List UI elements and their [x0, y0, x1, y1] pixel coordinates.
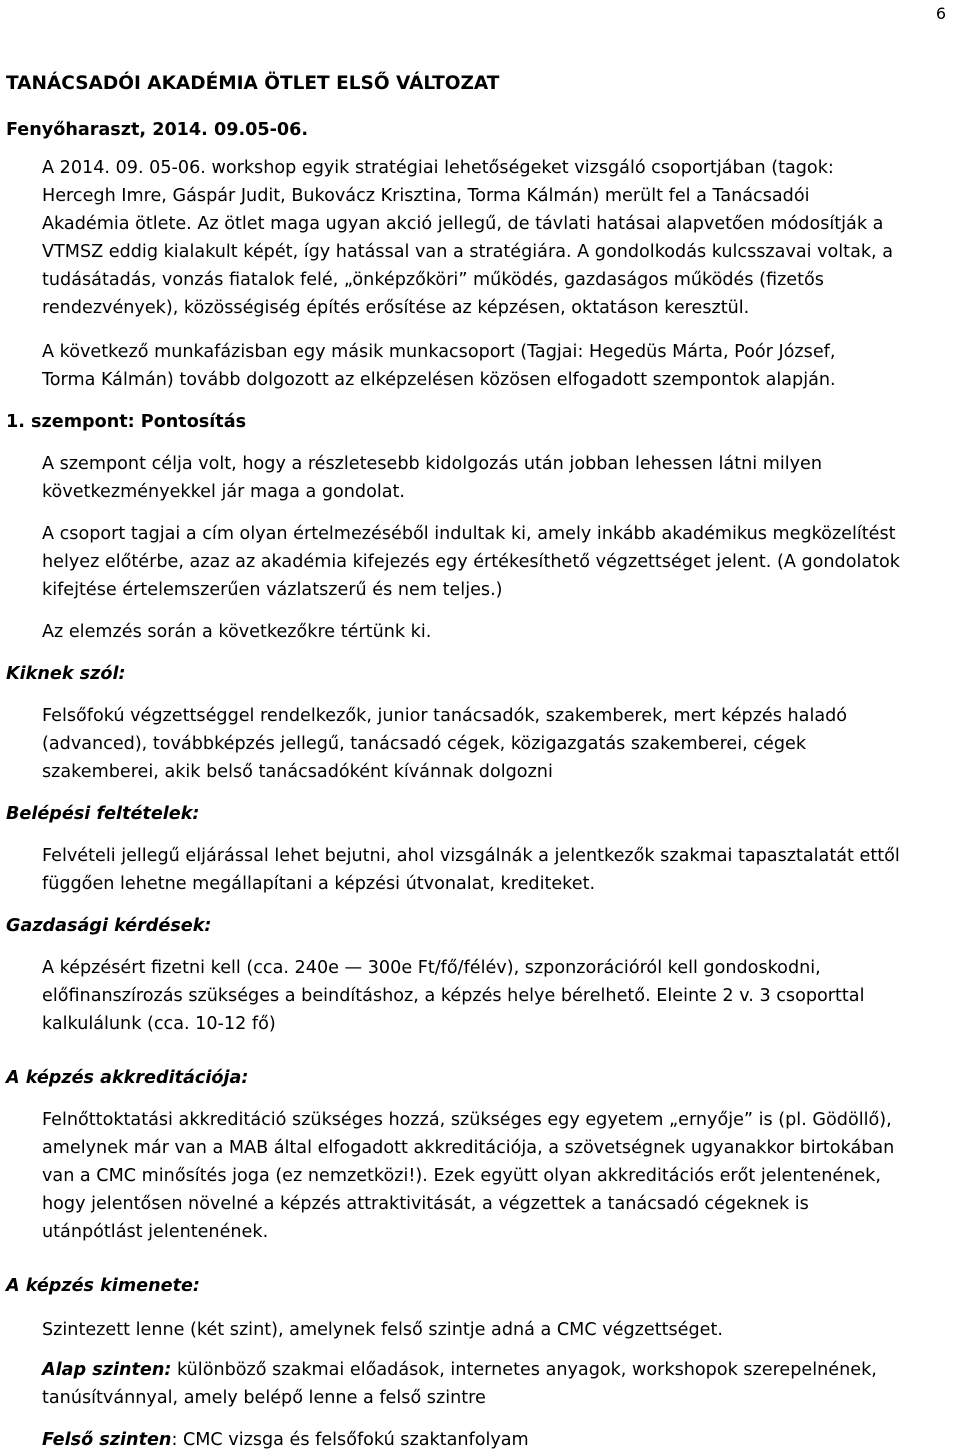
section-heading-belepesi: Belépési feltételek: — [6, 804, 200, 824]
paragraph-line: (advanced), továbbképzés jellegű, tanácsadó cégek, közigazgatás szakemberei, cégek — [42, 734, 807, 754]
paragraph-line: Szintezett lenne (két szint), amelynek felső szintje adná a CMC végzettséget. — [42, 1320, 723, 1340]
paragraph-line: hogy jelentősen növelné a képzés attraktivitását, a végzettek a tanácsadó cégeknek is — [42, 1194, 809, 1214]
paragraph-line: A 2014. 09. 05-06. workshop egyik stratégiai lehetőségeket vizsgáló csoportjában (tagok: — [42, 158, 834, 178]
paragraph-line: Felvételi jellegű eljárással lehet bejutni, ahol vizsgálnák a jelentkezők szakmai tapasztalatát ettől — [42, 846, 900, 866]
document-title: TANÁCSADÓI AKADÉMIA ÖTLET ELSŐ VÁLTOZAT — [6, 73, 500, 94]
alap-szinten-label: Alap szinten: — [42, 1360, 172, 1380]
section-heading-kimenete: A képzés kimenete: — [6, 1276, 200, 1296]
paragraph-line: VTMSZ eddig kialakult képét, így hatással van a stratégiára. A gondolkodás kulcsszavai voltak, a — [42, 242, 894, 262]
paragraph-line: következményekkel jár maga a gondolat. — [42, 482, 405, 502]
paragraph-line: Torma Kálmán) tovább dolgozott az elképzelésen közösen elfogadott szempontok alapján. — [42, 370, 836, 390]
paragraph-line: Felnőttoktatási akkreditáció szükséges hozzá, szükséges egy egyetem „ernyője” is (pl. Gödöllő), — [42, 1110, 892, 1130]
paragraph-line: helyez előtérbe, azaz az akadémia kifejezés egy értékesíthető végzettséget jelent. (A gondolatok — [42, 552, 900, 572]
paragraph-line: A csoport tagjai a cím olyan értelmezéséből indultak ki, amely inkább akadémikus megközelítést — [42, 524, 896, 544]
paragraph-line-felso — [42, 1430, 529, 1450]
felso-szinten-text: : CMC vizsga és felsőfokú szaktanfolyam — [171, 1430, 529, 1450]
section-heading-gazdasagi: Gazdasági kérdések: — [6, 916, 212, 936]
paragraph-line: Az elemzés során a következőkre tértünk ki. — [42, 622, 432, 642]
paragraph-line: amelynek már van a MAB által elfogadott akkreditációja, a szövetségnek ugyanakkor birtokában — [42, 1138, 895, 1158]
paragraph-line: előfinanszírozás szükséges a beindításhoz, a képzés helye bérelhető. Eleinte 2 v. 3 csoporttal — [42, 986, 865, 1006]
paragraph-line: szakemberei, akik belső tanácsadóként kívánnak dolgozni — [42, 762, 553, 782]
paragraph-line: kalkulálunk (cca. 10-12 fő) — [42, 1014, 276, 1034]
felso-szinten-label: Felső szinten — [42, 1430, 172, 1450]
document-subtitle: Fenyőharaszt, 2014. 09.05-06. — [6, 120, 309, 140]
paragraph-line: van a CMC minősítés joga (ez nemzetközi!). Ezek együtt olyan akkreditációs erőt jelentenének, — [42, 1166, 881, 1186]
paragraph-line: függően lehetne megállapítani a képzési útvonalat, krediteket. — [42, 874, 596, 894]
section-heading-kiknek: Kiknek szól: — [6, 664, 126, 684]
paragraph-line-alap — [42, 1360, 877, 1380]
section-heading-akkreditacio: A képzés akkreditációja: — [6, 1068, 249, 1088]
paragraph-line: rendezvények), közösségiség építés erősítése az képzésen, oktatáson keresztül. — [42, 298, 750, 318]
paragraph-line: A szempont célja volt, hogy a részletesebb kidolgozás után jobban lehessen látni milyen — [42, 454, 823, 474]
paragraph-line: Akadémia ötlete. Az ötlet maga ugyan akció jellegű, de távlati hatásai alapvetően módosítják a — [42, 214, 884, 234]
paragraph-line: A következő munkafázisban egy másik munkacsoport (Tagjai: Hegedüs Márta, Poór József, — [42, 342, 836, 362]
section-heading: 1. szempont: Pontosítás — [6, 412, 247, 432]
paragraph-line: A képzésért fizetni kell (cca. 240e — 300e Ft/fő/félév), szponzorációról kell gondoskodni, — [42, 958, 821, 978]
paragraph-line: tudásátadás, vonzás fiatalok felé, „önképzőköri” működés, gazdaságos működés (fizetős — [42, 270, 824, 290]
paragraph-line: tanúsítvánnyal, amely belépő lenne a felső szintre — [42, 1388, 486, 1408]
alap-szinten-text: különböző szakmai előadások, internetes anyagok, workshopok szerepelnének, — [171, 1360, 877, 1380]
paragraph-line: kifejtése értelemszerűen vázlatszerű és nem teljes.) — [42, 580, 503, 600]
page-number: 6 — [935, 4, 946, 23]
paragraph-line: utánpótlást jelentenének. — [42, 1222, 269, 1242]
paragraph-line: Hercegh Imre, Gáspár Judit, Bukovácz Krisztina, Torma Kálmán) merült fel a Tanácsadói — [42, 186, 810, 206]
paragraph-line: Felsőfokú végzettséggel rendelkezők, junior tanácsadók, szakemberek, mert képzés haladó — [42, 706, 848, 726]
